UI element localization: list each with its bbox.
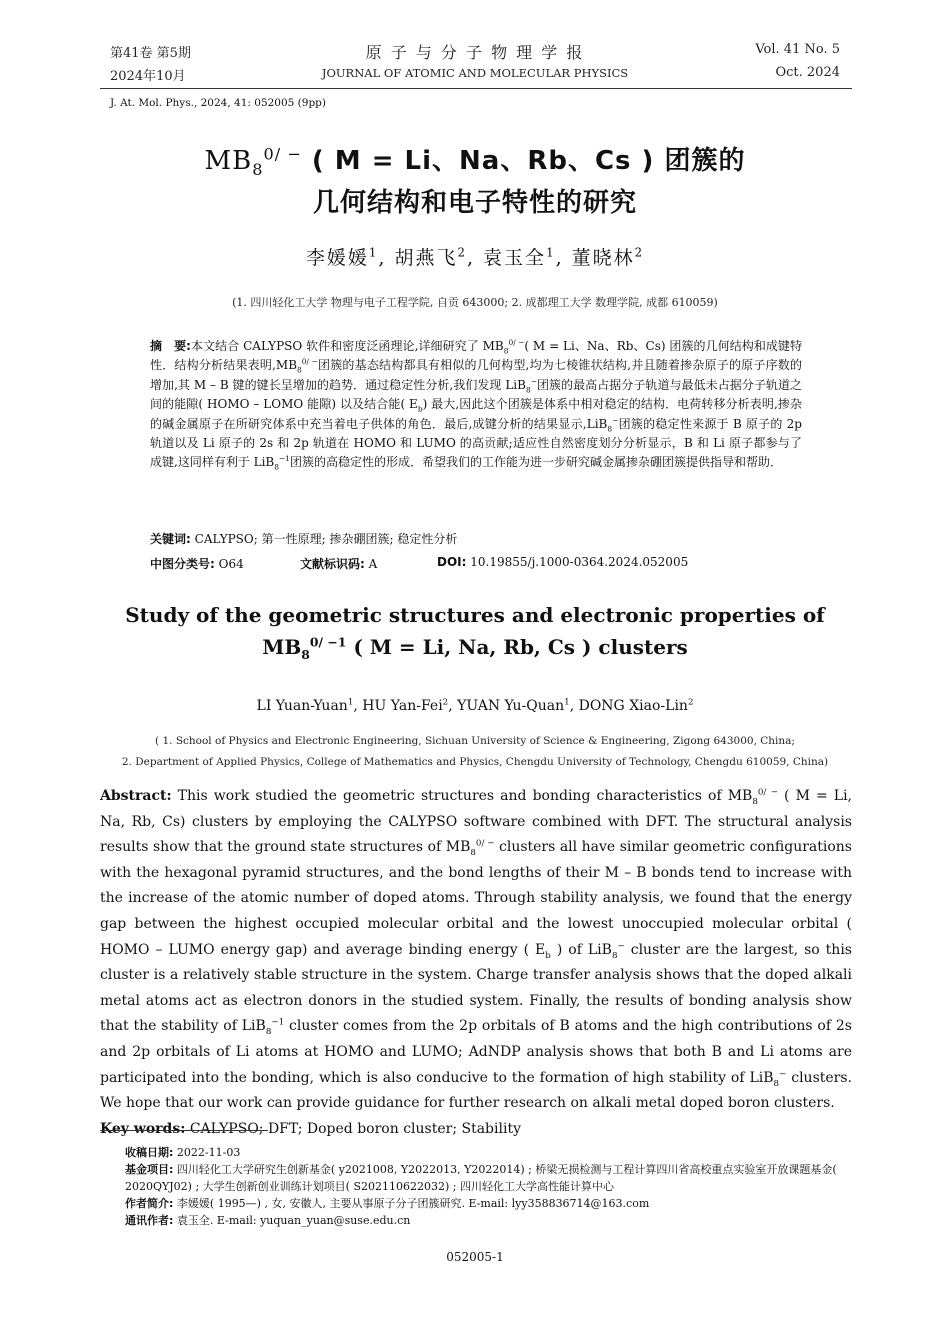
en-author-aff: 1 [347,697,354,708]
cn-abstract-text: 团簇的稳定性来源于 B 原子的 2p 轨道以及 Li 原子的 2s 和 2p 轨道在 HOMO 和 LUMO 的高贡献;适应性自然密度划分分析显示，B 和 Li 原子都参与了成键,这同样有利于 LiB [150,416,802,470]
en-abstract-text: cluster comes from the 2p orbitals of B atoms and the high contributions of 2s and 2p orbitals of Li atoms at HOMO and LUMO; AdNDP analysis shows that both B and Li atoms are participated into the bonding, which is also conducive to the formation of high stability of LiB [100,1018,852,1086]
cn-title-sup: 0/ − [263,144,302,164]
sym-sub: 8 [503,346,509,356]
cn-author [572,247,645,269]
cn-author-name: 胡燕飞 [394,247,458,269]
en-affiliation-1: ( 1. School of Physics and Electronic Engineering, Sichuan University of Science & Engineering, Zigong 643000, China; [155,735,795,747]
cn-abstract-text: 团簇的最高占据分子轨道与最低未占据分子轨道之间的能隙( HOMO – LOMO 能隙) 以及结合能( E [150,377,802,412]
page-number: 052005-1 [446,1250,504,1264]
en-abstract-text: clusters. We hope that our work can provide guidance for further research on alkali metal doped boron clusters. [100,1069,852,1112]
date-cn: 2024年10月 [110,69,186,84]
clc-value: O64 [218,557,244,571]
sym-sub: 8 [297,365,302,375]
cn-abstract-text: 团簇的基态结构都具有相似的几何构型,均为七棱锥状结构,并且随着掺杂原子的原子序数的增加,其 M – B 键的键长呈增加的趋势．通过稳定性分析,我们发现 LiB [150,358,802,392]
doi-label: DOI: [437,555,467,569]
cn-abstract-text: ( M = Li、Na、Rb、Cs) 团簇的几何结构和成键特性．结构分析结果表明,MB [150,339,802,373]
sym-sub: 8 [525,385,531,395]
corresponding-author [125,1212,853,1229]
en-authors: LI Yuan-Yuan$^1$, HU Yan-Fei$^2$, YUAN Yu-Quan$^1$, DONG Xiao-Lin$^2$ [256,697,694,714]
doccode-value: A [368,557,378,571]
cn-title-sub: 8 [252,160,264,180]
sym-sub: 8 [611,950,618,961]
sym-sub: 8 [265,1027,272,1038]
cn-author-name: 董晓林 [571,247,635,269]
cn-title-base: MB [204,146,253,176]
funding [125,1161,853,1195]
citation: J. At. Mol. Phys., 2024, 41: 052005 (9pp) [110,97,326,109]
cn-keywords-text: CALYPSO; 第一性原理; 掺杂硼团簇; 稳定性分析 [194,532,458,546]
en-title-sub: 8 [301,647,310,662]
en-author-name: LI Yuan-Yuan [256,698,348,714]
sym-sup: −1 [271,1017,285,1028]
sym-sup: 0/ − [301,357,318,367]
volume-issue-cn: 第41卷 第5期 [110,46,191,61]
sym-sub: 8 [752,796,758,807]
cn-author [483,247,556,269]
sym-sup: − [779,1068,787,1079]
sym-sub: 8 [607,424,613,434]
en-author-name: YUAN Yu-Quan [457,698,565,714]
corr-label: 通讯作者: [125,1214,174,1227]
cn-author-name: 李媛媛 [305,247,369,269]
cn-title-line2: 几何结构和电子特性的研究 [312,188,637,218]
en-abstract [100,784,852,1142]
journal-title-en: JOURNAL OF ATOMIC AND MOLECULAR PHYSICS [321,66,629,80]
cn-title-rest: ( M = Li、Na、Rb、Cs ) 团簇的 [301,146,746,176]
en-abstract-text: This work studied the geometric structures and bonding characteristics of MB [171,788,753,804]
sym-sup: 0/ − [757,787,778,798]
cn-doc-code [300,555,377,572]
author-bio [125,1195,853,1212]
sym-sup: 0/ − [508,338,525,347]
cn-title-formula [204,144,302,180]
en-abstract-text: ) of LiB [550,941,612,958]
sym-sub: b [417,404,423,414]
cn-author-aff: 2 [634,245,645,260]
journal-title-cn: 原 子 与 分 子 物 理 学 报 [365,43,585,62]
funding-value: 四川轻化工大学研究生创新基金( y2021008, Y2022013, Y2022014) ; 桥梁无损检测与工程计算四川省高校重点实验室开放课题基金( 2020QYJ02) ; 大学生创新创业训练计划项目( S202110622032) ; 四川轻化工大学高性能计算中心 [125,1163,837,1193]
cn-author-name: 袁玉全 [483,247,547,269]
en-title-base: MB [262,635,302,659]
cn-title-line1 [0,140,950,180]
en-author-aff: 2 [687,697,694,708]
cn-author-aff: 2 [457,245,467,260]
doi-value: 10.19855/j.1000-0364.2024.052005 [470,555,689,569]
en-abstract-label: Abstract: [100,788,172,804]
cn-abstract [150,337,802,473]
sym-sup: − [612,415,619,425]
bio-label: 作者简介: [125,1197,174,1210]
en-title-rest: ( M = Li, Na, Rb, Cs ) clusters [346,635,688,659]
en-title-line2 [0,634,950,662]
cn-author-aff: 1 [368,245,379,260]
cn-abstract-text: 团簇的高稳定性的形成．希望我们的工作能为进一步研究碱金属掺杂硼团簇提供指导和帮助． [289,455,782,470]
en-keywords-label: Key words: [100,1120,186,1137]
received-value: 2022-11-03 [173,1146,241,1159]
cn-affiliation: (1. 四川轻化工大学 物理与电子工程学院, 自贡 643000; 2. 成都理工大学 数理学院, 成都 610059) [232,296,718,309]
cn-author-aff: 1 [546,245,556,260]
sym-sup: − [617,940,625,951]
en-author-name: HU Yan-Fei [362,698,443,714]
sym-sub: b [545,950,551,961]
en-author-aff: 1 [564,697,570,708]
sym-sub: 8 [773,1078,780,1089]
en-abstract-text: ( M = Li, Na, Rb, Cs) clusters by employing the CALYPSO software combined with DFT. The structural analysis results show that the ground state structures of MB [100,788,853,856]
en-title-line1: Study of the geometric structures and electronic properties of [125,603,825,627]
cn-doi [437,555,688,569]
received-date [125,1144,853,1161]
sym-sup: 0/ − [475,838,495,849]
en-author [457,698,570,714]
en-author-name: DONG Xiao-Lin [578,698,688,714]
en-title-sup: 0/ −1 [309,634,347,650]
cn-authors: 李媛媛$^1$, 胡燕飞$^2$, 袁玉全$^1$, 董晓林$^2$ [305,245,645,269]
en-affiliation-2: 2. Department of Applied Physics, College of Mathematics and Physics, Chengdu University of Technology, Chengdu 610059, China) [121,756,829,768]
cn-keywords [150,530,457,547]
clc-label: 中图分类号: [150,557,215,571]
date-en: Oct. 2024 [775,65,840,80]
en-keywords-text: CALYPSO; DFT; Doped boron cluster; Stability [185,1120,521,1137]
en-abstract-text: clusters all have similar geometric configurations with the hexagonal pyramid structures, and the bond lengths of their M – B bonds tend to increase with the increase of the atomic number of doped atoms. Through stability analysis, we found that the energy gap between the highest occupied molecular orbital and the lowest unoccupied molecular orbital ( HOMO – LUMO energy gap) and average binding energy ( E [100,839,852,958]
cn-classification [150,555,244,572]
sym-sub: 8 [274,462,279,472]
cn-abstract-text: ) 最大,因此这个团簇是体系中相对稳定的结构．电荷转移分析表明,掺杂的碱金属原子在所研究体系中充当着电子供体的角色．最后,成键分析的结果显示,LiB [150,397,802,431]
doccode-label: 文献标识码: [300,557,365,571]
header-rule [100,88,852,89]
bio-value: 李媛媛( 1995—) , 女, 安徽人, 主要从事原子分子团簇研究. E-mail: lyy358836714@163.com [173,1197,650,1210]
sym-sup: −1 [279,454,290,464]
cn-author [306,247,379,269]
received-label: 收稿日期: [125,1146,174,1159]
cn-abstract-text: 本文结合 CALYPSO 软件和密度泛函理论,详细研究了 MB [190,339,504,353]
en-abstract-text: cluster are the largest, so this cluster is a relatively stable structure in the system. Charge transfer analysis shows that the doped alkali metal atoms act as electron donors in the studied system. Finally, the results of bonding analysis show that the stability of LiB [100,941,852,1035]
corr-value: 袁玉全. E-mail: yuquan_yuan@suse.edu.cn [173,1214,411,1227]
cn-author [394,247,467,269]
en-author [362,698,448,714]
en-author [257,698,354,714]
sym-sub: 8 [470,847,476,858]
sym-sup: − [530,376,537,386]
cn-abstract-label: 摘 要: [150,339,191,353]
volume-issue-en: Vol. 41 No. 5 [755,42,840,57]
funding-label: 基金项目: [125,1163,174,1176]
en-author-aff: 2 [442,697,449,708]
cn-keywords-label: 关键词: [150,532,191,546]
footnote-rule [100,1130,268,1131]
footnotes [125,1144,853,1229]
en-author [579,698,694,714]
